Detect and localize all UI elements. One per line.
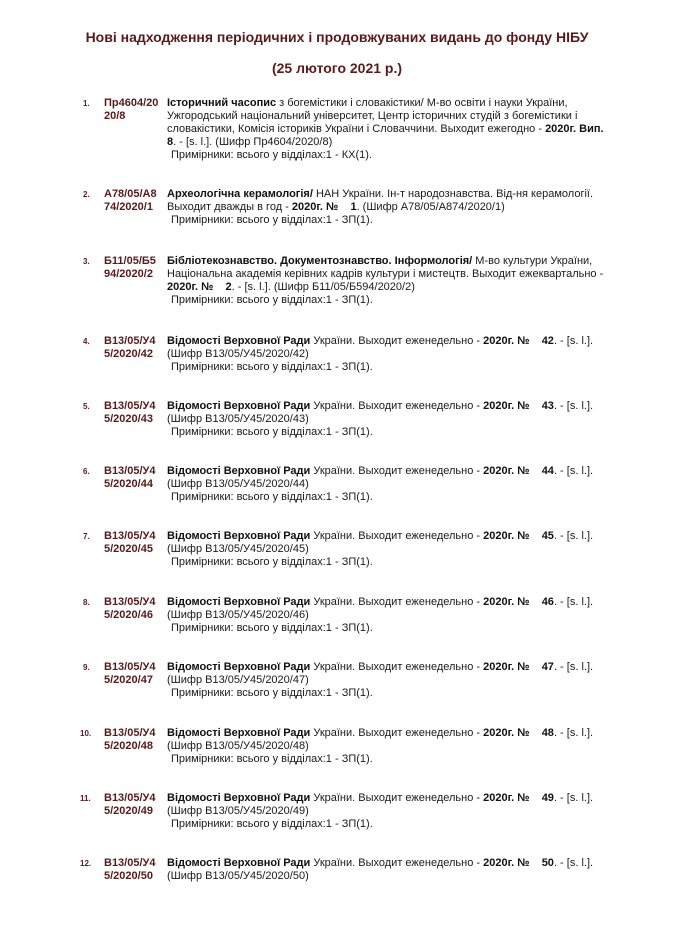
entry-desc-text: України. Выходит еженедельно - bbox=[310, 335, 484, 347]
entry-desc-text: України. Выходит еженедельно - bbox=[310, 727, 484, 739]
entry-desc-text: України. Выходит еженедельно - bbox=[310, 857, 484, 869]
entry-title: Відомості Верховної Ради bbox=[167, 400, 311, 412]
entry-desc-text: України. Выходит еженедельно - bbox=[310, 792, 484, 804]
entry-copies: Примірники: всього у відділах:1 - ЗП(1). bbox=[171, 818, 373, 830]
entry-number: 12. bbox=[80, 859, 92, 868]
entry-number: 11. bbox=[80, 794, 91, 803]
entry-copies: Примірники: всього у відділах:1 - ЗП(1). bbox=[171, 214, 373, 226]
entry-code: В13/05/У45/2020/48 bbox=[104, 727, 156, 752]
entry-number: 3. bbox=[83, 257, 90, 266]
entry-title: Відомості Верховної Ради bbox=[167, 465, 311, 477]
entry-title: Відомості Верховної Ради bbox=[167, 727, 311, 739]
entry-copies: Примірники: всього у відділах:1 - ЗП(1). bbox=[171, 622, 373, 634]
entry-code: В13/05/У45/2020/42 bbox=[104, 335, 156, 360]
entry-desc-text: з богемістики і словакістики/ М-во освіти і науки України, Ужгородський національний університет, Центр історичних студій з богемістики і словакістики, Комісія істориків України і Словаччини. Выходит ежегодно - bbox=[167, 97, 578, 135]
entry-description bbox=[167, 857, 607, 883]
entry-issue: 2020г. № 48 bbox=[483, 727, 554, 739]
entry-desc-text: України. Выходит еженедельно - bbox=[310, 400, 484, 412]
entry-description bbox=[167, 465, 607, 504]
entry-issue: 2020г. № 2 bbox=[167, 281, 232, 293]
entry-description bbox=[167, 335, 607, 374]
entry-tail: . - [s. l.]. (Шифр В13/05/У45/2020/43) bbox=[167, 400, 594, 425]
entry-code: Пр4604/2020/8 bbox=[104, 97, 159, 122]
entry-number: 8. bbox=[83, 598, 90, 607]
entry-number: 4. bbox=[83, 337, 90, 346]
entry-number: 1. bbox=[83, 99, 90, 108]
entry-tail: . - [s. l.]. (Шифр В13/05/У45/2020/48) bbox=[167, 727, 594, 752]
entry-description bbox=[167, 727, 607, 766]
entry-title: Відомості Верховної Ради bbox=[167, 596, 311, 608]
entry-description bbox=[167, 97, 607, 162]
entry-issue: 2020г. № 1 bbox=[291, 201, 357, 213]
entry-title: Бібліотекознавство. Документознавство. Інформологія/ bbox=[167, 255, 473, 267]
entry-title: Відомості Верховної Ради bbox=[167, 661, 311, 673]
page-title: Нові надходження періодичних і продовжуваних видань до фонду НІБУ bbox=[85, 29, 589, 45]
entry-copies: Примірники: всього у відділах:1 - ЗП(1). bbox=[171, 753, 373, 765]
entry-code: В13/05/У45/2020/43 bbox=[104, 400, 156, 425]
entry-tail: . - [s. l.]. (Шифр Пр4604/2020/8) bbox=[173, 136, 333, 148]
page-date: (25 лютого 2021 р.) bbox=[271, 60, 403, 76]
entry-code: В13/05/У45/2020/47 bbox=[104, 661, 156, 686]
entry-description bbox=[167, 596, 607, 635]
entry-title: Археологічна керамологія/ bbox=[167, 188, 313, 200]
entry-code: В13/05/У45/2020/44 bbox=[104, 465, 156, 490]
entry-desc-text: України. Выходит еженедельно - bbox=[310, 465, 484, 477]
entry-number: 10. bbox=[80, 729, 92, 738]
entry-title: Історичний часопис bbox=[167, 97, 277, 109]
entry-issue: 2020г. № 47 bbox=[483, 661, 554, 673]
entry-issue: 2020г. № 44 bbox=[483, 465, 554, 477]
entry-desc-text: М-во культури України, Національна академія керівних кадрів культури і мистецтв. Выходит ежеквартально - bbox=[167, 255, 604, 280]
entry-title: Відомості Верховної Ради bbox=[167, 857, 311, 869]
entry-number: 9. bbox=[83, 663, 90, 672]
entry-desc-text: України. Выходит еженедельно - bbox=[310, 530, 484, 542]
entry-title: Відомості Верховної Ради bbox=[167, 335, 311, 347]
entry-number: 7. bbox=[83, 532, 90, 541]
entry-copies: Примірники: всього у відділах:1 - ЗП(1). bbox=[171, 294, 373, 306]
entry-copies: Примірники: всього у відділах:1 - ЗП(1). bbox=[171, 361, 373, 373]
entry-issue: 2020г. Вип. 8 bbox=[167, 123, 607, 148]
entry-tail: . - [s. l.]. (Шифр В13/05/У45/2020/47) bbox=[167, 661, 594, 686]
entry-desc-text: України. Выходит еженедельно - bbox=[310, 596, 484, 608]
entry-issue: 2020г. № 43 bbox=[483, 400, 554, 412]
entry-title: Відомості Верховної Ради bbox=[167, 792, 311, 804]
entry-issue: 2020г. № 46 bbox=[483, 596, 554, 608]
entry-code: В13/05/У45/2020/50 bbox=[104, 857, 156, 882]
entry-issue: 2020г. № 50 bbox=[483, 857, 554, 869]
entry-code: В13/05/У45/2020/46 bbox=[104, 596, 156, 621]
entry-tail: . - [s. l.]. (Шифр В13/05/У45/2020/44) bbox=[167, 465, 594, 490]
entry-copies: Примірники: всього у відділах:1 - КХ(1). bbox=[171, 149, 372, 161]
entry-copies: Примірники: всього у відділах:1 - ЗП(1). bbox=[171, 687, 373, 699]
entry-number: 2. bbox=[83, 190, 90, 199]
entry-description bbox=[167, 661, 607, 700]
entry-code: А78/05/А874/2020/1 bbox=[104, 188, 157, 213]
entry-description bbox=[167, 188, 607, 227]
entry-description bbox=[167, 255, 607, 307]
entry-issue: 2020г. № 42 bbox=[483, 335, 554, 347]
entry-number: 6. bbox=[83, 467, 90, 476]
entry-description bbox=[167, 792, 607, 831]
entry-tail: . - [s. l.]. (Шифр В13/05/У45/2020/45) bbox=[167, 530, 594, 555]
entry-code: В13/05/У45/2020/49 bbox=[104, 792, 156, 817]
entry-description bbox=[167, 400, 607, 439]
entry-copies: Примірники: всього у відділах:1 - ЗП(1). bbox=[171, 426, 373, 438]
entry-code: Б11/05/Б594/2020/2 bbox=[104, 255, 156, 280]
entry-tail: . - [s. l.]. (Шифр В13/05/У45/2020/42) bbox=[167, 335, 594, 360]
entry-code: В13/05/У45/2020/45 bbox=[104, 530, 156, 555]
entry-tail: . - [s. l.]. (Шифр В13/05/У45/2020/49) bbox=[167, 792, 594, 817]
entry-tail: . - [s. l.]. (Шифр В13/05/У45/2020/46) bbox=[167, 596, 594, 621]
entry-number: 5. bbox=[83, 402, 90, 411]
entry-desc-text: України. Выходит еженедельно - bbox=[310, 661, 484, 673]
entry-tail: . - [s. l.]. (Шифр В13/05/У45/2020/50) bbox=[167, 857, 594, 882]
entry-copies: Примірники: всього у відділах:1 - ЗП(1). bbox=[171, 556, 373, 568]
entry-issue: 2020г. № 49 bbox=[483, 792, 554, 804]
entry-description bbox=[167, 530, 607, 569]
entry-title: Відомості Верховної Ради bbox=[167, 530, 311, 542]
entry-copies: Примірники: всього у відділах:1 - ЗП(1). bbox=[171, 491, 373, 503]
entry-tail: . - [s. l.]. (Шифр Б11/05/Б594/2020/2) bbox=[231, 281, 415, 293]
entry-issue: 2020г. № 45 bbox=[483, 530, 554, 542]
entry-tail: . (Шифр А78/05/А874/2020/1) bbox=[356, 201, 505, 213]
entry-desc-text: НАН України. Ін-т народознавства. Від-ня керамології. Выходит дважды в год - bbox=[167, 188, 594, 213]
